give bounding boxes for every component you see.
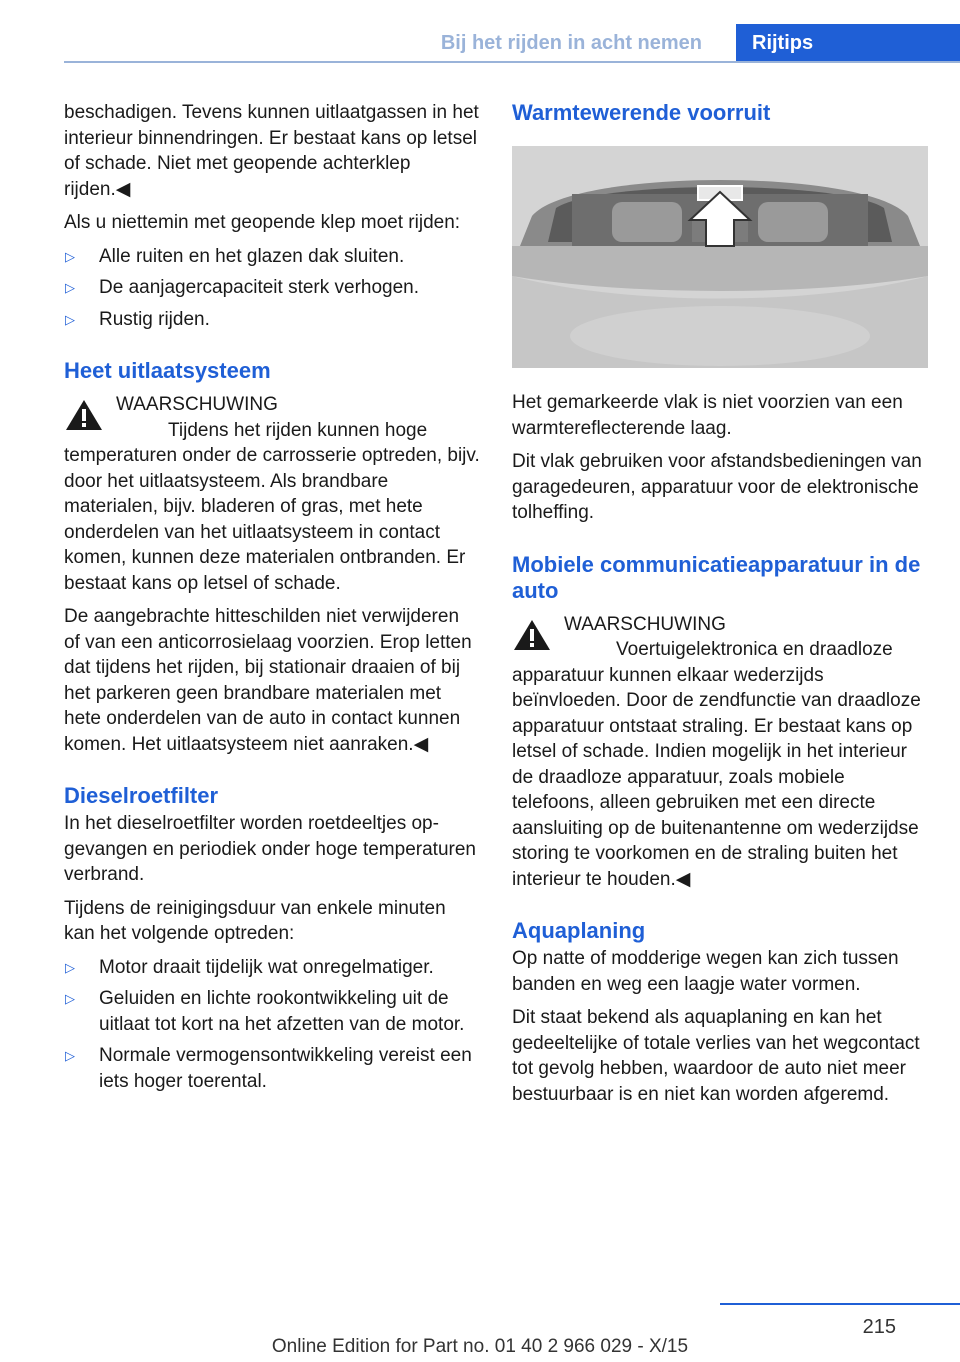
header-rule (64, 61, 960, 63)
list-item: ▷ Geluiden en lichte rookontwikkeling uit de uitlaat tot kort na het afzetten van de motor. (64, 986, 480, 1037)
page-number: 215 (862, 1316, 896, 1338)
list-item: ▷ Normale vermogensontwikkeling vereist een iets hoger toerental. (64, 1043, 480, 1094)
chapter-tab[interactable]: Rijtips (736, 24, 960, 62)
heading-mobile: Mobiele communicatieapparatuur in de auto (512, 551, 921, 603)
warning-body (64, 418, 480, 597)
exhaust-paragraph: De aangebrachte hitteschilden niet verwijderen of van een anticorrosielaag voorzien. Erop letten dat tijdens het rijden, bij stationair draaien of bij het parkeren geen brandbare materialen met hete onderdelen van de auto in contact kunnen komen. Het uitlaatsysteem niet aanraken.◀ (64, 606, 472, 755)
heading-diesel: Dieselroetfilter (64, 783, 219, 808)
warning-text: Tijdens het rijden kunnen hoge temperaturen onder de carrosserie optreden, bijv. door het uitlaatsysteem. Als brandbare materialen, bijv. bladeren of gras, met hete onderdelen van het uitlaatsysteem in contact komen, kunnen deze materialen ontbranden. Er bestaat kans op letsel of schade. (64, 419, 480, 594)
warning-title: WAARSCHUWING (116, 394, 278, 415)
list-item: ▷ De aanjagercapaciteit sterk verhogen. (64, 275, 480, 301)
warning-triangle-icon (64, 398, 104, 432)
page-header (0, 24, 960, 62)
footer-rule (720, 1303, 960, 1305)
warning-title: WAARSCHUWING (564, 613, 726, 635)
edition-note: Online Edition for Part no. 01 40 2 966 029 - X/15 (271, 1336, 689, 1357)
heading-exhaust: Heet uitlaatsysteem (64, 358, 271, 383)
left-column (64, 100, 480, 1102)
bullet-list-diesel (64, 955, 480, 1095)
windscreen-paragraph-1: Het gemarkeerde vlak is niet voorzien van een warmtereflecterende laag. (512, 392, 903, 439)
right-column (512, 100, 928, 1115)
intro-paragraph: beschadigen. Tevens kunnen uitlaatgassen in het interieur binnendringen. Er bestaat kans op letsel of schade. Niet met geopende achterklep rijden.◀ (64, 102, 479, 200)
warning-block-mobile (512, 612, 928, 893)
list-item: ▷ Motor draait tijdelijk wat onregelmatiger. (64, 955, 480, 981)
aquaplaning-paragraph-1: Op natte of modderige wegen kan zich tussen banden en weg een laagje water vormen. (512, 948, 899, 995)
diesel-paragraph-2: Tijdens de reinigingsduur van enkele minuten kan het volgende optreden: (64, 897, 446, 944)
diesel-paragraph-1: In het dieselroetfilter worden roetdeeltjes opgevangen en periodiek onder hoge temperaturen verbrand. (64, 813, 476, 885)
warning-body (512, 637, 928, 892)
list-item: ▷ Rustig rijden. (64, 307, 480, 333)
section-title: Bij het rijden in acht nemen (440, 32, 702, 54)
warning-triangle-icon (512, 618, 552, 652)
windscreen-illustration (512, 146, 928, 368)
aquaplaning-paragraph-2: Dit staat bekend als aquaplaning en kan het gedeeltelijke of totale verlies van het wegcontact tot gevolg hebben, waardoor de auto niet meer bestuurbaar is en niet kan worden afgeremd. (512, 1007, 920, 1105)
heading-aquaplaning: Aquaplaning (512, 918, 646, 943)
heading-windscreen: Warmtewerende voorruit (512, 100, 771, 125)
windscreen-paragraph-2: Dit vlak gebruiken voor afstandsbedieningen van garagedeuren, apparatuur voor de elektronische tolheffing. (512, 451, 922, 523)
bullet-list-windows (64, 244, 480, 333)
list-item: ▷ Alle ruiten en het glazen dak sluiten. (64, 244, 480, 270)
intro-paragraph-2: Als u niettemin met geopende klep moet rijden: (64, 212, 461, 233)
warning-block-exhaust (64, 392, 480, 596)
warning-text: Voertuigelektronica en draadloze apparatuur kunnen elkaar wederzijds beïnvloeden. Door de zendfunctie van draadloze apparatuur ontstaat straling. Er bestaat kans op letsel of schade. Indien mogelijk in het interieur de draadloze apparatuur, zoals mobiele telefoons, alleen gebruiken met een directe aansluiting op de buitenantenne om wederzijdse storing te voorkomen en de straling buiten het interieur te houden.◀ (512, 639, 921, 890)
